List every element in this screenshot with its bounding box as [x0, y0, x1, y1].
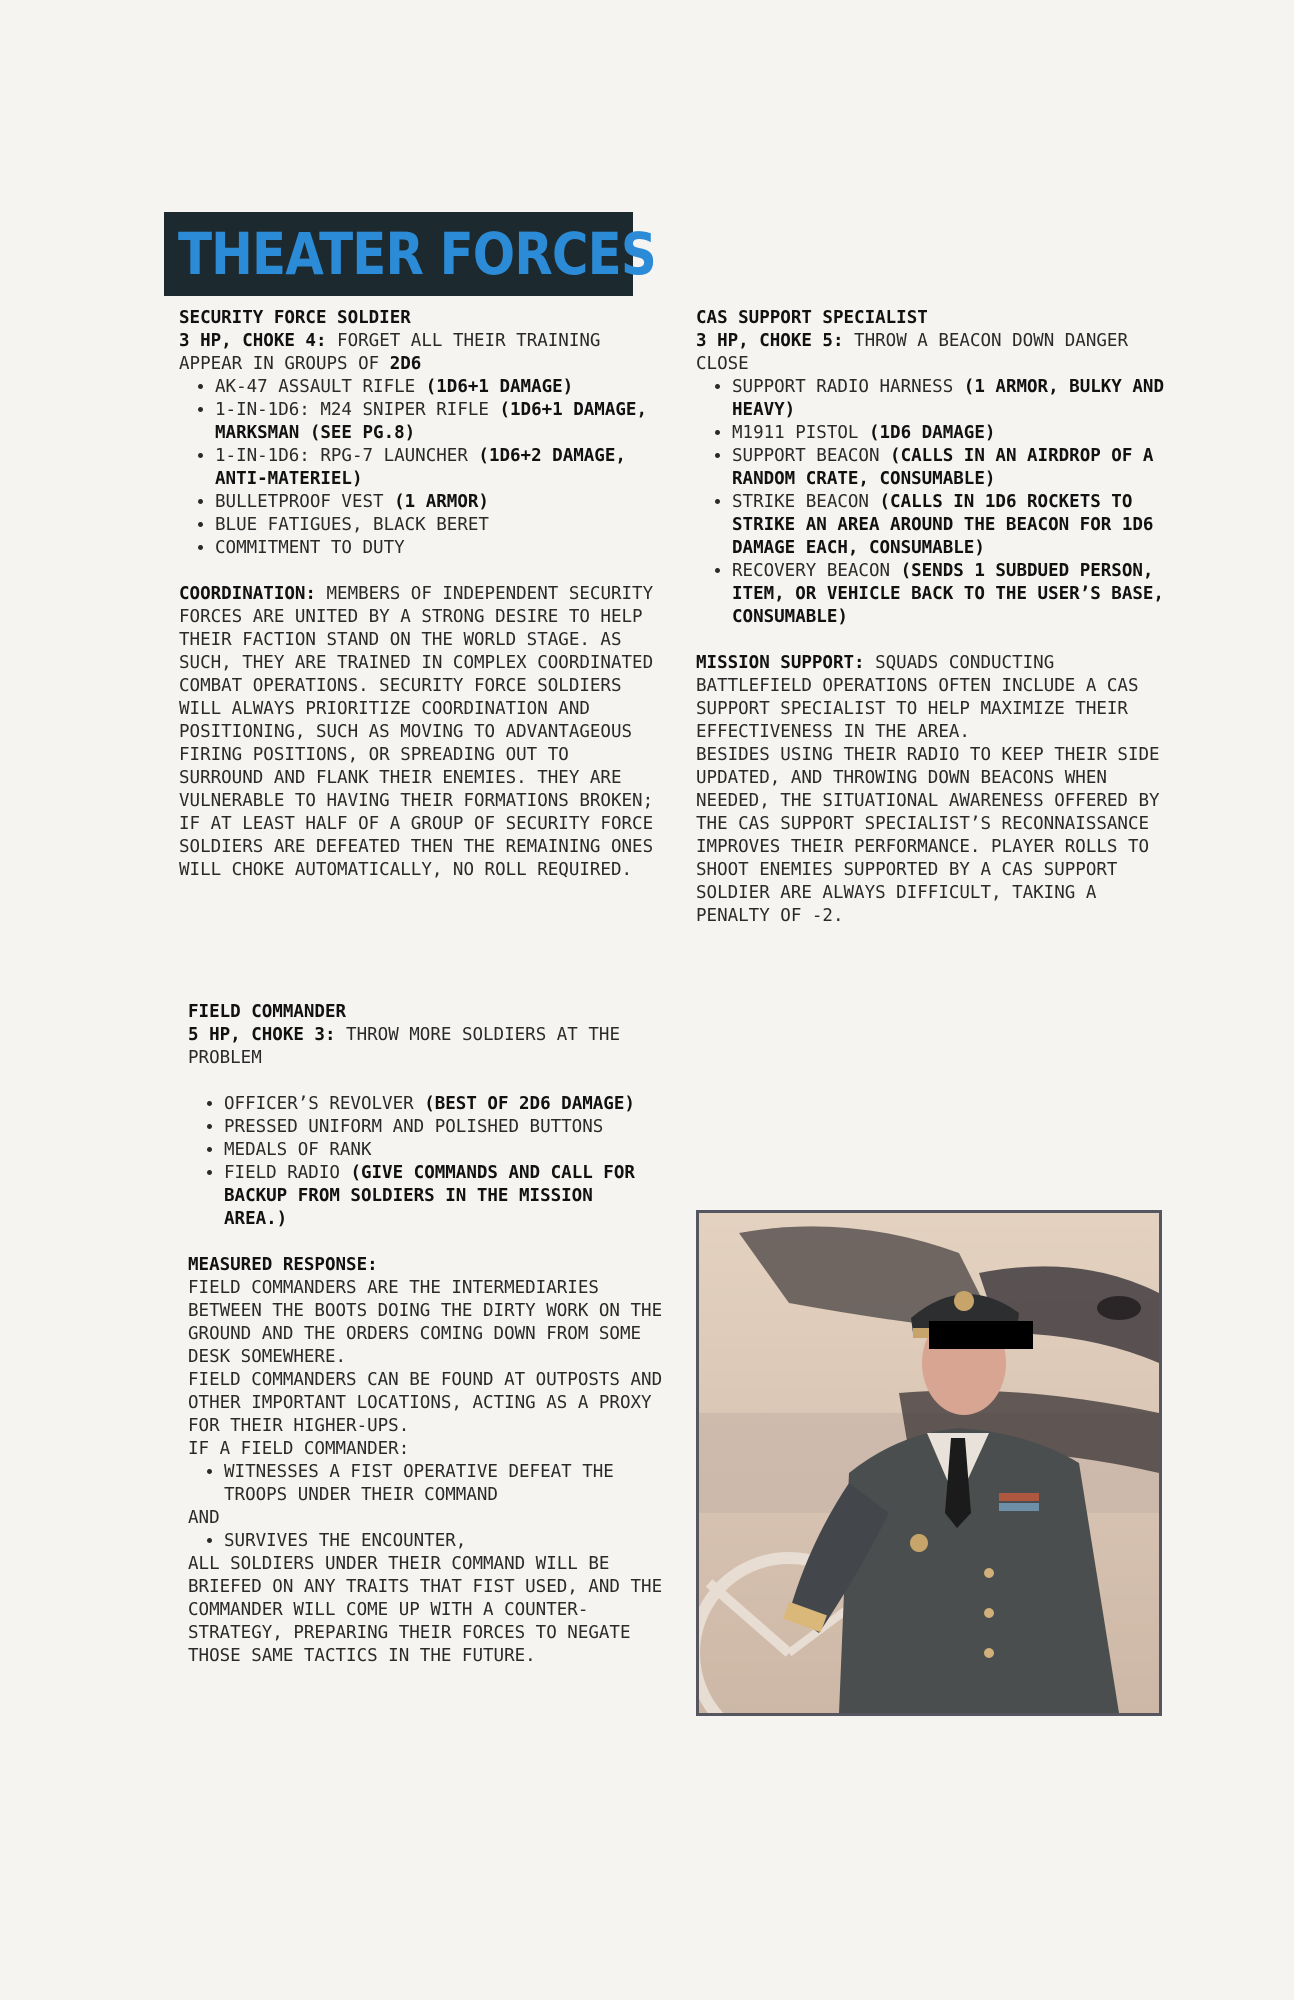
and-word: AND	[188, 1508, 220, 1528]
list-item: • BLUE FATIGUES, BLACK BERET	[215, 514, 657, 537]
list-item: • AK-47 ASSAULT RIFLE (1D6+1 DAMAGE)	[215, 376, 657, 399]
list-item: • WITNESSES A FIST OPERATIVE DEFEAT THE TROOPS UNDER THEIR COMMAND	[224, 1461, 666, 1507]
cas-trait: MISSION SUPPORT: SQUADS CONDUCTING BATTLEFIELD OPERATIONS OFTEN INCLUDE A CAS SUPPORT SPECIALIST TO HELP MAXIMIZE THEIR EFFECTIVENESS IN THE AREA.	[696, 653, 1139, 742]
commander-trait-p3: IF A FIELD COMMANDER:	[188, 1439, 410, 1459]
list-item: • SUPPORT RADIO HARNESS (1 ARMOR, BULKY AND HEAVY)	[732, 376, 1176, 422]
list-item: • SURVIVES THE ENCOUNTER,	[224, 1530, 666, 1553]
commander-stats: 5 HP, CHOKE 3: THROW MORE SOLDIERS AT THE PROBLEM	[188, 1025, 620, 1068]
list-item: • 1-IN-1D6: M24 SNIPER RIFLE (1D6+1 DAMAGE, MARKSMAN (SEE PG.8)	[215, 399, 657, 445]
list-item: • RECOVERY BEACON (SENDS 1 SUBDUED PERSON, ITEM, OR VEHICLE BACK TO THE USER’S BASE, CONSUMABLE)	[732, 560, 1176, 629]
list-item: • 1-IN-1D6: RPG-7 LAUNCHER (1D6+2 DAMAGE, ANTI-MATERIEL)	[215, 445, 657, 491]
commander-condition-list	[188, 1461, 666, 1507]
commander-name: FIELD COMMANDER	[188, 1002, 347, 1022]
list-item: • MEDALS OF RANK	[224, 1139, 666, 1162]
security-trait: COORDINATION: MEMBERS OF INDEPENDENT SECURITY FORCES ARE UNITED BY A STRONG DESIRE TO HELP THEIR FACTION STAND ON THE WORLD STAGE. AS SUCH, THEY ARE TRAINED IN COMPLEX COORDINATED COMBAT OPERATIONS. SECURITY FORCE SOLDIERS WILL ALWAYS PRIORITIZE COORDINATION AND POSITIONING, SUCH AS MOVING TO ADVANTAGEOUS FIRING POSITIONS, OR SPREADING OUT TO SURROUND AND FLANK THEIR ENEMIES. THEY ARE VULNERABLE TO HAVING THEIR FORMATIONS BROKEN; IF AT LEAST HALF OF A GROUP OF SECURITY FORCE SOLDIERS ARE DEFEATED THEN THE REMAINING ONES WILL CHOKE AUTOMATICALLY, NO ROLL REQUIRED.	[179, 584, 654, 880]
commander-trait-p2: FIELD COMMANDERS CAN BE FOUND AT OUTPOSTS AND OTHER IMPORTANT LOCATIONS, ACTING AS A PROXY FOR THEIR HIGHER-UPS.	[188, 1370, 663, 1436]
list-item: • OFFICER’S REVOLVER (BEST OF 2D6 DAMAGE)	[224, 1093, 666, 1116]
officer-photo-illustration	[699, 1213, 1159, 1713]
security-groups: APPEAR IN GROUPS OF 2D6	[179, 354, 422, 374]
list-item: • M1911 PISTOL (1D6 DAMAGE)	[732, 422, 1176, 445]
commander-trait-p4: ALL SOLDIERS UNDER THEIR COMMAND WILL BE BRIEFED ON ANY TRAITS THAT FIST USED, AND THE COMMANDER WILL COME UP WITH A COUNTER-STRATEGY, PREPARING THEIR FORCES TO NEGATE THOSE SAME TACTICS IN THE FUTURE.	[188, 1554, 663, 1666]
field-commander-block	[188, 1001, 666, 1668]
list-item: • FIELD RADIO (GIVE COMMANDS AND CALL FOR BACKUP FROM SOLDIERS IN THE MISSION AREA.)	[224, 1162, 666, 1231]
list-item: • STRIKE BEACON (CALLS IN 1D6 ROCKETS TO STRIKE AN AREA AROUND THE BEACON FOR 1D6 DAMAGE EACH, CONSUMABLE)	[732, 491, 1176, 560]
security-gear-list	[179, 376, 657, 560]
cas-gear-list	[696, 376, 1176, 629]
list-item: • PRESSED UNIFORM AND POLISHED BUTTONS	[224, 1116, 666, 1139]
commander-gear-list	[188, 1093, 666, 1231]
commander-trait-name: MEASURED RESPONSE:	[188, 1255, 378, 1275]
security-name: SECURITY FORCE SOLDIER	[179, 308, 411, 328]
list-item: • BULLETPROOF VEST (1 ARMOR)	[215, 491, 657, 514]
section-banner	[164, 212, 656, 296]
cas-stats: 3 HP, CHOKE 5: THROW A BEACON DOWN DANGER CLOSE	[696, 331, 1128, 374]
banner-title: THEATER FORCES	[178, 219, 656, 288]
commander-trait-p1: FIELD COMMANDERS ARE THE INTERMEDIARIES BETWEEN THE BOOTS DOING THE DIRTY WORK ON THE GROUND AND THE ORDERS COMING DOWN FROM SOME DESK SOMEWHERE.	[188, 1278, 663, 1367]
list-item: • COMMITMENT TO DUTY	[215, 537, 657, 560]
list-item: • SUPPORT BEACON (CALLS IN AN AIRDROP OF A RANDOM CRATE, CONSUMABLE)	[732, 445, 1176, 491]
cas-trait-continued: BESIDES USING THEIR RADIO TO KEEP THEIR SIDE UPDATED, AND THROWING DOWN BEACONS WHEN NEEDED, THE SITUATIONAL AWARENESS OFFERED BY THE CAS SUPPORT SPECIALIST’S RECONNAISSANCE IMPROVES THEIR PERFORMANCE. PLAYER ROLLS TO SHOOT ENEMIES SUPPORTED BY A CAS SUPPORT SOLDIER ARE ALWAYS DIFFICULT, TAKING A PENALTY OF -2.	[696, 745, 1160, 926]
cas-specialist-block	[696, 307, 1176, 928]
security-stats: 3 HP, CHOKE 4: FORGET ALL THEIR TRAINING	[179, 331, 601, 351]
cas-name: CAS SUPPORT SPECIALIST	[696, 308, 928, 328]
security-force-block	[179, 307, 657, 882]
commander-condition-list-2	[188, 1530, 666, 1553]
commander-photo	[696, 1210, 1162, 1716]
